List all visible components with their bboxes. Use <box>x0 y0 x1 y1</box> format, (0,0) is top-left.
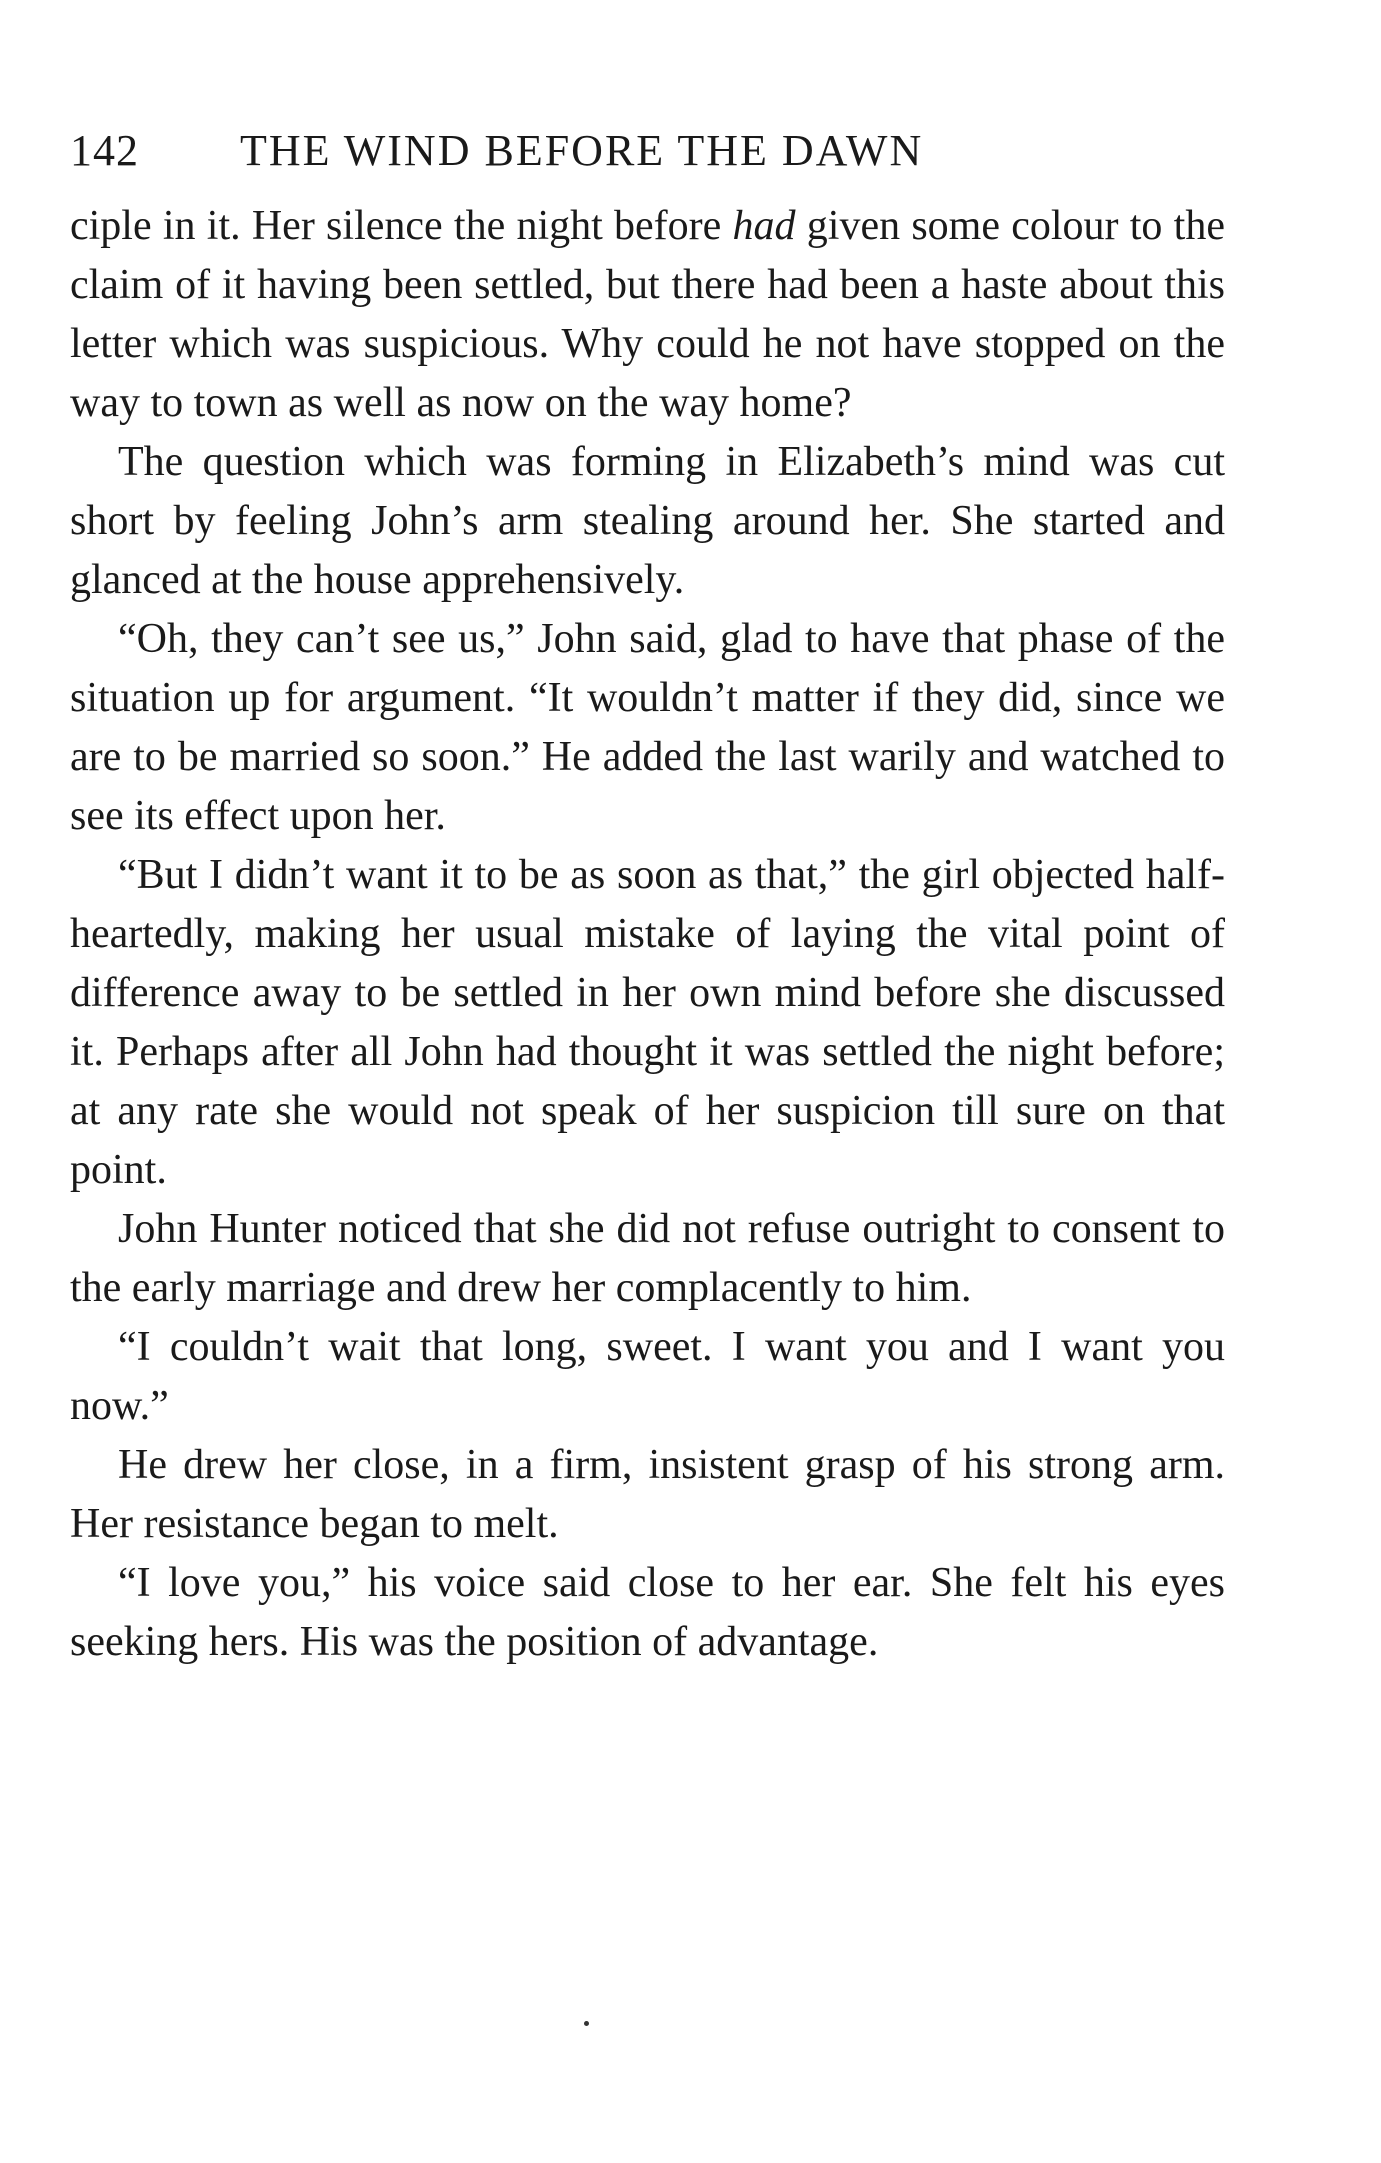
paragraph-text: ciple in it. Her silence the night before <box>70 203 733 249</box>
paragraph <box>70 846 1225 1200</box>
paragraph-text: “I couldn’t wait that long, sweet. I want you and I want you now.” <box>70 1324 1225 1429</box>
paragraph-text: “I love you,” his voice said close to her ear. She felt his eyes seeking hers. His was the position of advantage. <box>70 1560 1225 1665</box>
paragraph <box>70 197 1225 433</box>
italic-text: had <box>732 203 796 249</box>
paragraph-text: John Hunter noticed that she did not refuse outright to consent to the early marriage and drew her complacently to him. <box>70 1206 1225 1311</box>
paragraph-text: “But I didn’t want it to be as soon as that,” the girl objected half-heartedly, making her usual mistake of laying the vital point of difference away to be settled in her own mind before she discussed it. Perhaps after all John had thought it was settled the night before; at any rate she would not speak of her suspicion till sure on that point. <box>70 852 1225 1193</box>
paragraph <box>70 1436 1225 1554</box>
paragraph <box>70 1554 1225 1672</box>
book-title: THE WIND BEFORE THE DAWN <box>240 126 924 175</box>
page-speck <box>584 2021 589 2026</box>
paragraph <box>70 1200 1225 1318</box>
paragraph-text: The question which was forming in Elizabeth’s mind was cut short by feeling John’s arm stealing around her. She started and glanced at the house apprehensively. <box>70 439 1225 603</box>
paragraph <box>70 1318 1225 1436</box>
paragraph <box>70 433 1225 610</box>
paragraph <box>70 610 1225 846</box>
paragraph-text: “Oh, they can’t see us,” John said, glad to have that phase of the situation up for argument. “It wouldn’t matter if they did, since we are to be married so soon.” He added the last warily and watched to see its effect upon her. <box>70 616 1225 839</box>
page-number: 142 <box>70 126 139 175</box>
running-head <box>70 125 1225 197</box>
paragraph-text: given some colour to the claim of it having been settled, but there had been a haste about this letter which was suspicious. Why could he not have stopped on the way to town as well as now on the way home? <box>70 203 1225 426</box>
book-page <box>70 125 1225 1672</box>
paragraph-text: He drew her close, in a firm, insistent grasp of his strong arm. Her resistance began to melt. <box>70 1442 1225 1547</box>
body-text <box>70 197 1225 1672</box>
